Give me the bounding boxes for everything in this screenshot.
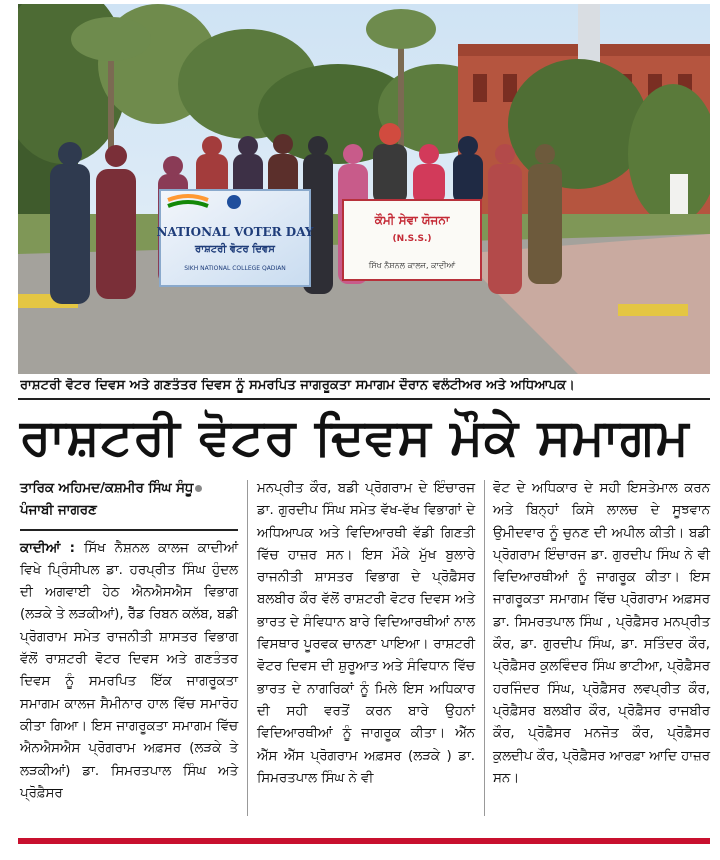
headline: ਰਾਸ਼ਟਰੀ ਵੋਟਰ ਦਿਵਸ ਮੌਕੇ ਸਮਾਗਮ (20, 408, 690, 466)
byline (20, 478, 238, 500)
photo-caption: ਰਾਸ਼ਟਰੀ ਵੋਟਰ ਦਿਵਸ ਅਤੇ ਗਣਤੰਤਰ ਦਿਵਸ ਨੂੰ ਸਮਰਪਿਤ ਜਾਗਰੂਕਤਾ ਸਮਾਗਮ ਦੌਰਾਨ ਵਲੰਟੀਅਰ ਅਤੇ ਅਧਿਆਪਕ। (20, 378, 575, 393)
article-paragraph (20, 538, 238, 806)
banner-right-line1: ਕੌਮੀ ਸੇਵਾ ਯੋਜਨਾ (374, 213, 450, 227)
byline-paper: ਪੰਜਾਬੀ ਜਾਗਰਣ (20, 503, 97, 519)
article-column-1 (20, 478, 238, 805)
column-1-text: ਸਿੱਖ ਨੈਸ਼ਨਲ ਕਾਲਜ ਕਾਦੀਆਂ ਵਿਖੇ ਪ੍ਰਿੰਸੀਪਲ ਡਾ. ਹਰਪ੍ਰੀਤ ਸਿੰਘ ਹੁੰਦਲ ਦੀ ਅਗਵਾਈ ਹੇਠ ਐਨਐਸਐਸ ਵਿਭਾਗ (ਲੜਕੇ ਤੇ ਲੜਕੀਆਂ), ਰੈੱਡ ਰਿਬਨ ਕਲੱਬ, ਬਡੀ ਪ੍ਰੋਗਰਾਮ ਸਮੇਤ ਰਾਜਨੀਤੀ ਸ਼ਾਸਤਰ ਵਿਭਾਗ ਵੱਲੋਂ ਰਾਸ਼ਟਰੀ ਵੋਟਰ ਦਿਵਸ ਅਤੇ ਗਣਤੰਤਰ ਦਿਵਸ ਨੂੰ ਸਮਰਪਿਤ ਇੱਕ ਜਾਗਰੂਕਤਾ ਸਮਾਗਮ ਕਾਲਜ ਸੈਮੀਨਾਰ ਹਾਲ ਵਿੱਚ ਸਮਾਰੋਹ ਕੀਤਾ ਗਿਆ। ਇਸ ਜਾਗਰੂਕਤਾ ਸਮਾਗਮ ਵਿੱਚ ਐਨਐਸਐਸ ਪ੍ਰੋਗਰਾਮ ਅਫ਼ਸਰ (ਲੜਕੇ ਤੇ ਲੜਕੀਆਂ) ਡਾ. ਸਿਮਰਤਪਾਲ ਸਿੰਘ ਅਤੇ ਪ੍ਰੋਫ਼ੈਸਰ (20, 540, 239, 801)
banner-left-line1: NATIONAL VOTER DAY (156, 225, 314, 239)
footer-red-rule (18, 838, 710, 844)
event-photo (18, 4, 710, 374)
article-column-2 (257, 478, 475, 790)
byline-authors: ਤਾਰਿਕ ਅਹਿਮਦ/ਕਸ਼ਮੀਰ ਸਿੰਘ ਸੰਧੂ (20, 481, 194, 496)
caption-rule (18, 398, 710, 400)
banner-left-line2: ਰਾਸ਼ਟਰੀ ਵੋਟਰ ਦਿਵਸ (195, 244, 275, 255)
byline-rule (20, 529, 238, 531)
banner-left-line3: SIKH NATIONAL COLLEGE QADIAN (184, 265, 286, 272)
banner-right-line2: (N.S.S.) (392, 234, 432, 244)
column-divider (484, 480, 485, 816)
column-divider (247, 480, 248, 816)
article-column-3 (493, 478, 710, 790)
column-3-text: ਵੋਟ ਦੇ ਅਧਿਕਾਰ ਦੇ ਸਹੀ ਇਸਤੇਮਾਲ ਕਰਨ ਅਤੇ ਬਿਨ੍ਹਾਂ ਕਿਸੇ ਲਾਲਚ ਦੇ ਸੂਝਵਾਨ ਉਮੀਦਵਾਰ ਨੂੰ ਚੁਨਣ ਦੀ ਅਪੀਲ ਕੀਤੀ। ਬਡੀ ਪ੍ਰੋਗਰਾਮ ਇੰਚਾਰਜ ਡਾ. ਗੁਰਦੀਪ ਸਿੰਘ ਨੇ ਵੀ ਵਿਦਿਆਰਥੀਆਂ ਨੂੰ ਜਾਗਰੂਕ ਕੀਤਾ। ਇਸ ਜਾਗਰੂਕਤਾ ਸਮਾਗਮ ਵਿੱਚ ਪ੍ਰੋਗਰਾਮ ਅਫ਼ਸਰ ਡਾ. ਸਿਮਰਤਪਾਲ ਸਿੰਘ , ਪ੍ਰੋਫ਼ੈਸਰ ਮਨਪ੍ਰੀਤ ਕੌਰ, ਡਾ. ਗੁਰਦੀਪ ਸਿੰਘ, ਡਾ. ਸਤਿੰਦਰ ਕੌਰ, ਪ੍ਰੋਫ਼ੈਸਰ ਕੁਲਵਿੰਦਰ ਸਿੰਘ ਭਾਟੀਆ, ਪ੍ਰੋਫ਼ੈਸਰ ਹਰਜਿੰਦਰ ਸਿੰਘ, ਪ੍ਰੋਫ਼ੈਸਰ ਲਵਪ੍ਰੀਤ ਕੌਰ, ਪ੍ਰੋਫ਼ੈਸਰ ਬਲਬੀਰ ਕੌਰ, ਪ੍ਰੋਫ਼ੈਸਰ ਰਾਜਬੀਰ ਕੌਰ, ਪ੍ਰੋਫ਼ੈਸਰ ਮਨਜੋਤ ਕੌਰ, ਪ੍ਰੋਫ਼ੈਸਰ ਕੁਲਦੀਪ ਕੌਰ, ਪ੍ਰੋਫ਼ੈਸਰ ਆਰਫ਼ਾ ਆਦਿ ਹਾਜ਼ਰ ਸਨ। (493, 481, 710, 786)
banner-right-line3: ਸਿੱਖ ਨੈਸ਼ਨਲ ਕਾਲਜ, ਕਾਦੀਆਂ (368, 261, 456, 270)
byline-dot-icon (195, 485, 202, 492)
dateline: ਕਾਦੀਆਂ : (20, 540, 75, 556)
column-2-text: ਮਨਪ੍ਰੀਤ ਕੌਰ, ਬਡੀ ਪ੍ਰੋਗਰਾਮ ਦੇ ਇੰਚਾਰਜ ਡਾ. ਗੁਰਦੀਪ ਸਿੰਘ ਸਮੇਤ ਵੱਖ-ਵੱਖ ਵਿਭਾਗਾਂ ਦੇ ਅਧਿਆਪਕ ਅਤੇ ਵਿਦਿਆਰਥੀ ਵੱਡੀ ਗਿਣਤੀ ਵਿੱਚ ਹਾਜ਼ਰ ਸਨ। ਇਸ ਮੌਕੇ ਮੁੱਖ ਬੁਲਾਰੇ ਰਾਜਨੀਤੀ ਸ਼ਾਸਤਰ ਵਿਭਾਗ ਦੇ ਪ੍ਰੋਫ਼ੈਸਰ ਬਲਬੀਰ ਕੌਰ ਵੱਲੋਂ ਰਾਸ਼ਟਰੀ ਵੋਟਰ ਦਿਵਸ ਅਤੇ ਭਾਰਤ ਦੇ ਸੰਵਿਧਾਨ ਬਾਰੇ ਵਿਦਿਆਰਥੀਆਂ ਨਾਲ ਵਿਸਥਾਰ ਪੂਰਵਕ ਚਾਨਣਾ ਪਾਇਆ। ਰਾਸ਼ਟਰੀ ਵੋਟਰ ਦਿਵਸ ਦੀ ਸ਼ੁਰੂਆਤ ਅਤੇ ਸੰਵਿਧਾਨ ਵਿੱਚ ਭਾਰਤ ਦੇ ਨਾਗਰਿਕਾਂ ਨੂੰ ਮਿਲੇ ਇਸ ਅਧਿਕਾਰ ਦੀ ਸਹੀ ਵਰਤੋਂ ਕਰਨ ਬਾਰੇ ਉਹਨਾਂ ਵਿਦਿਆਰਥੀਆਂ ਨੂੰ ਜਾਗਰੂਕ ਕੀਤਾ। ਐੱਨ ਐੱਸ ਐੱਸ ਪ੍ਰੋਗਰਾਮ ਅਫ਼ਸਰ (ਲੜਕੇ ) ਡਾ. ਸਿਮਰਤਪਾਲ ਸਿੰਘ ਨੇ ਵੀ (257, 481, 475, 786)
